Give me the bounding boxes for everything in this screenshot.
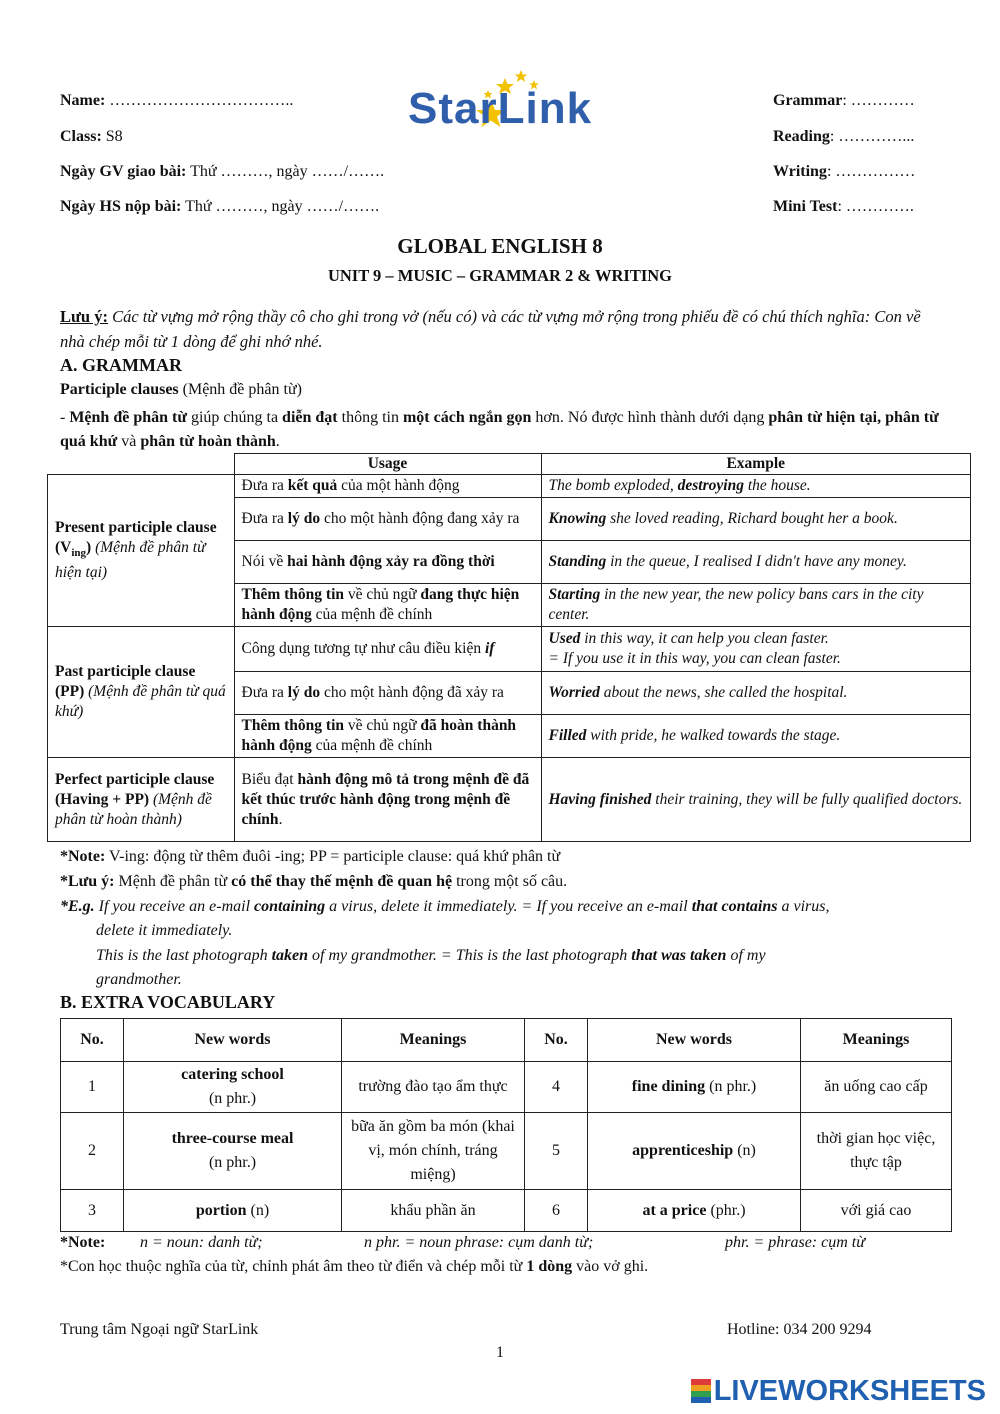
submit-date-line: Ngày HS nộp bài: Thứ ………, ngày ……/……. xyxy=(60,198,380,215)
table-row: Thêm thông tin về chủ ngữ đã hoàn thành hành động của mệnh đề chính xyxy=(234,715,541,758)
col-new-words-2: New words xyxy=(588,1019,801,1062)
col-no-2: No. xyxy=(525,1019,588,1062)
table-row: 3 portion (n) khẩu phần ăn 6 at a price (phr.) với giá cao xyxy=(61,1190,952,1232)
grammar-luu-y: *Lưu ý: Mệnh đề phân từ có thể thay thế mệnh đề quan hệ trong một số câu. xyxy=(60,873,568,890)
writing-score: Writing: …………… xyxy=(773,163,916,180)
vocab-study-note: *Con học thuộc nghĩa của từ, chỉnh phát âm theo từ điển và chép mỗi từ 1 dòng vào vở ghi. xyxy=(60,1258,649,1275)
table-row: Thêm thông tin về chủ ngữ đang thực hiện hành động của mệnh đề chính xyxy=(234,584,541,627)
footer-center-name: Trung tâm Ngoại ngữ StarLink xyxy=(60,1321,259,1338)
example-1-cont: delete it immediately. xyxy=(96,922,233,939)
grammar-score: Grammar: ………… xyxy=(773,92,915,109)
section-b-heading: B. EXTRA VOCABULARY xyxy=(60,992,276,1012)
table-row: 2 three-course meal (n phr.) bữa ăn gồm ba món (khai vị, món chính, tráng miệng) 5 apprenticeship (n) thời gian học việc, thực tập xyxy=(61,1113,952,1190)
table-row: 1 catering school (n phr.) trường đào tạo ẩm thực 4 fine dining (n phr.) ăn uống cao cấp xyxy=(61,1062,952,1113)
vocabulary-table xyxy=(60,1018,952,1232)
section-a-heading: A. GRAMMAR xyxy=(60,355,182,375)
table-row: Đưa ra kết quả của một hành động xyxy=(234,475,541,498)
table-row: Biểu đạt hành động mô tả trong mệnh đề đã kết thúc trước hành động trong mệnh đề chính. xyxy=(234,758,541,842)
name-field[interactable]: …………………………….. xyxy=(109,92,294,109)
table-row: Đưa ra lý do cho một hành động đang xảy ra xyxy=(234,498,541,541)
example-2: This is the last photograph taken of my grandmother. = This is the last photograph that was taken of my xyxy=(96,947,766,964)
page-title: GLOBAL ENGLISH 8 xyxy=(397,234,603,258)
footer-hotline: Hotline: 034 200 9294 xyxy=(727,1321,872,1338)
col-new-words: New words xyxy=(124,1019,342,1062)
study-note: Lưu ý: Các từ vựng mở rộng thầy cô cho ghi trong vở (nếu có) và các từ vựng mở rộng trong phiếu đề có chú thích nghĩa: Con về nhà chép mỗi từ 1 dòng để ghi nhớ nhé. xyxy=(60,307,921,351)
class-line: Class: S8 xyxy=(60,128,123,145)
starlink-logo xyxy=(408,68,638,136)
example-1: *E.g. If you receive an e-mail containing a virus, delete it immediately. = If you receive an e-mail that contains a virus, xyxy=(60,898,830,915)
page-number: 1 xyxy=(496,1344,504,1361)
table-row: Standing in the queue, I realised I didn't have any money. xyxy=(541,541,971,584)
table-row: Used in this way, it can help you clean faster. = If you use it in this way, you can clean faster. xyxy=(541,627,971,672)
example-2-cont: grandmother. xyxy=(96,971,182,988)
present-participle-group: Present participle clause $(V_{ing})$ (Mệnh đề phân từ hiện tại) xyxy=(48,475,235,627)
page-subtitle: UNIT 9 – MUSIC – GRAMMAR 2 & WRITING xyxy=(327,266,673,285)
table-row: Công dụng tương tự như câu điều kiện if xyxy=(234,627,541,672)
col-meanings: Meanings xyxy=(342,1019,525,1062)
table-row: Filled with pride, he walked towards the stage. xyxy=(541,715,971,758)
liveworksheets-watermark: LIVEWORKSHEETS xyxy=(691,1375,986,1408)
table-row: Knowing she loved reading, Richard bought her a book. xyxy=(541,498,971,541)
table-row: Having finished their training, they will be fully qualified doctors. xyxy=(541,758,971,842)
participle-topic: Participle clauses (Mệnh đề phân từ) xyxy=(60,381,302,398)
vocab-abbrev-note: *Note: n = noun: danh từ; n phr. = noun phrase: cụm danh từ; phr. = phrase: cụm từ xyxy=(60,1234,865,1251)
participle-description: - Mệnh đề phân từ giúp chúng ta diễn đạt thông tin một cách ngắn gọn hơn. Nó được hình thành dưới dạng phân từ hiện tại, phân từ quá khứ và phân từ hoàn thành. xyxy=(60,409,939,450)
table-row: The bomb exploded, destroying the house. xyxy=(541,475,971,498)
name-line: Name: …………………………….. xyxy=(60,92,294,109)
table-row: Starting in the new year, the new policy bans cars in the city center. xyxy=(541,584,971,627)
assign-date-field[interactable]: Thứ ………, ngày ……/……. xyxy=(190,163,385,180)
grammar-note: *Note: V-ing: động từ thêm đuôi -ing; PP = participle clause: quá khứ phân từ xyxy=(60,848,561,865)
col-meanings-2: Meanings xyxy=(801,1019,952,1062)
grammar-table xyxy=(47,453,971,842)
table-row: Worried about the news, she called the hospital. xyxy=(541,672,971,715)
perfect-participle-group: Perfect participle clause (Having + PP) (Mệnh đề phân từ hoàn thành) xyxy=(48,758,235,842)
minitest-score: Mini Test: …………. xyxy=(773,198,914,215)
reading-score: Reading: …………... xyxy=(773,128,915,145)
assign-date-line: Ngày GV giao bài: Thứ ………, ngày ……/……. xyxy=(60,163,385,180)
table-row: Nói về hai hành động xảy ra đồng thời xyxy=(234,541,541,584)
table-row: Đưa ra lý do cho một hành động đã xảy ra xyxy=(234,672,541,715)
liveworksheets-logo-icon xyxy=(691,1379,711,1403)
past-participle-group: Past participle clause (PP) (Mệnh đề phân từ quá khứ) xyxy=(48,627,235,758)
example-header: Example xyxy=(541,454,971,475)
logo-text: StarLink xyxy=(408,84,593,133)
usage-header: Usage xyxy=(234,454,541,475)
submit-date-field[interactable]: Thứ ………, ngày ……/……. xyxy=(185,198,380,215)
col-no: No. xyxy=(61,1019,124,1062)
